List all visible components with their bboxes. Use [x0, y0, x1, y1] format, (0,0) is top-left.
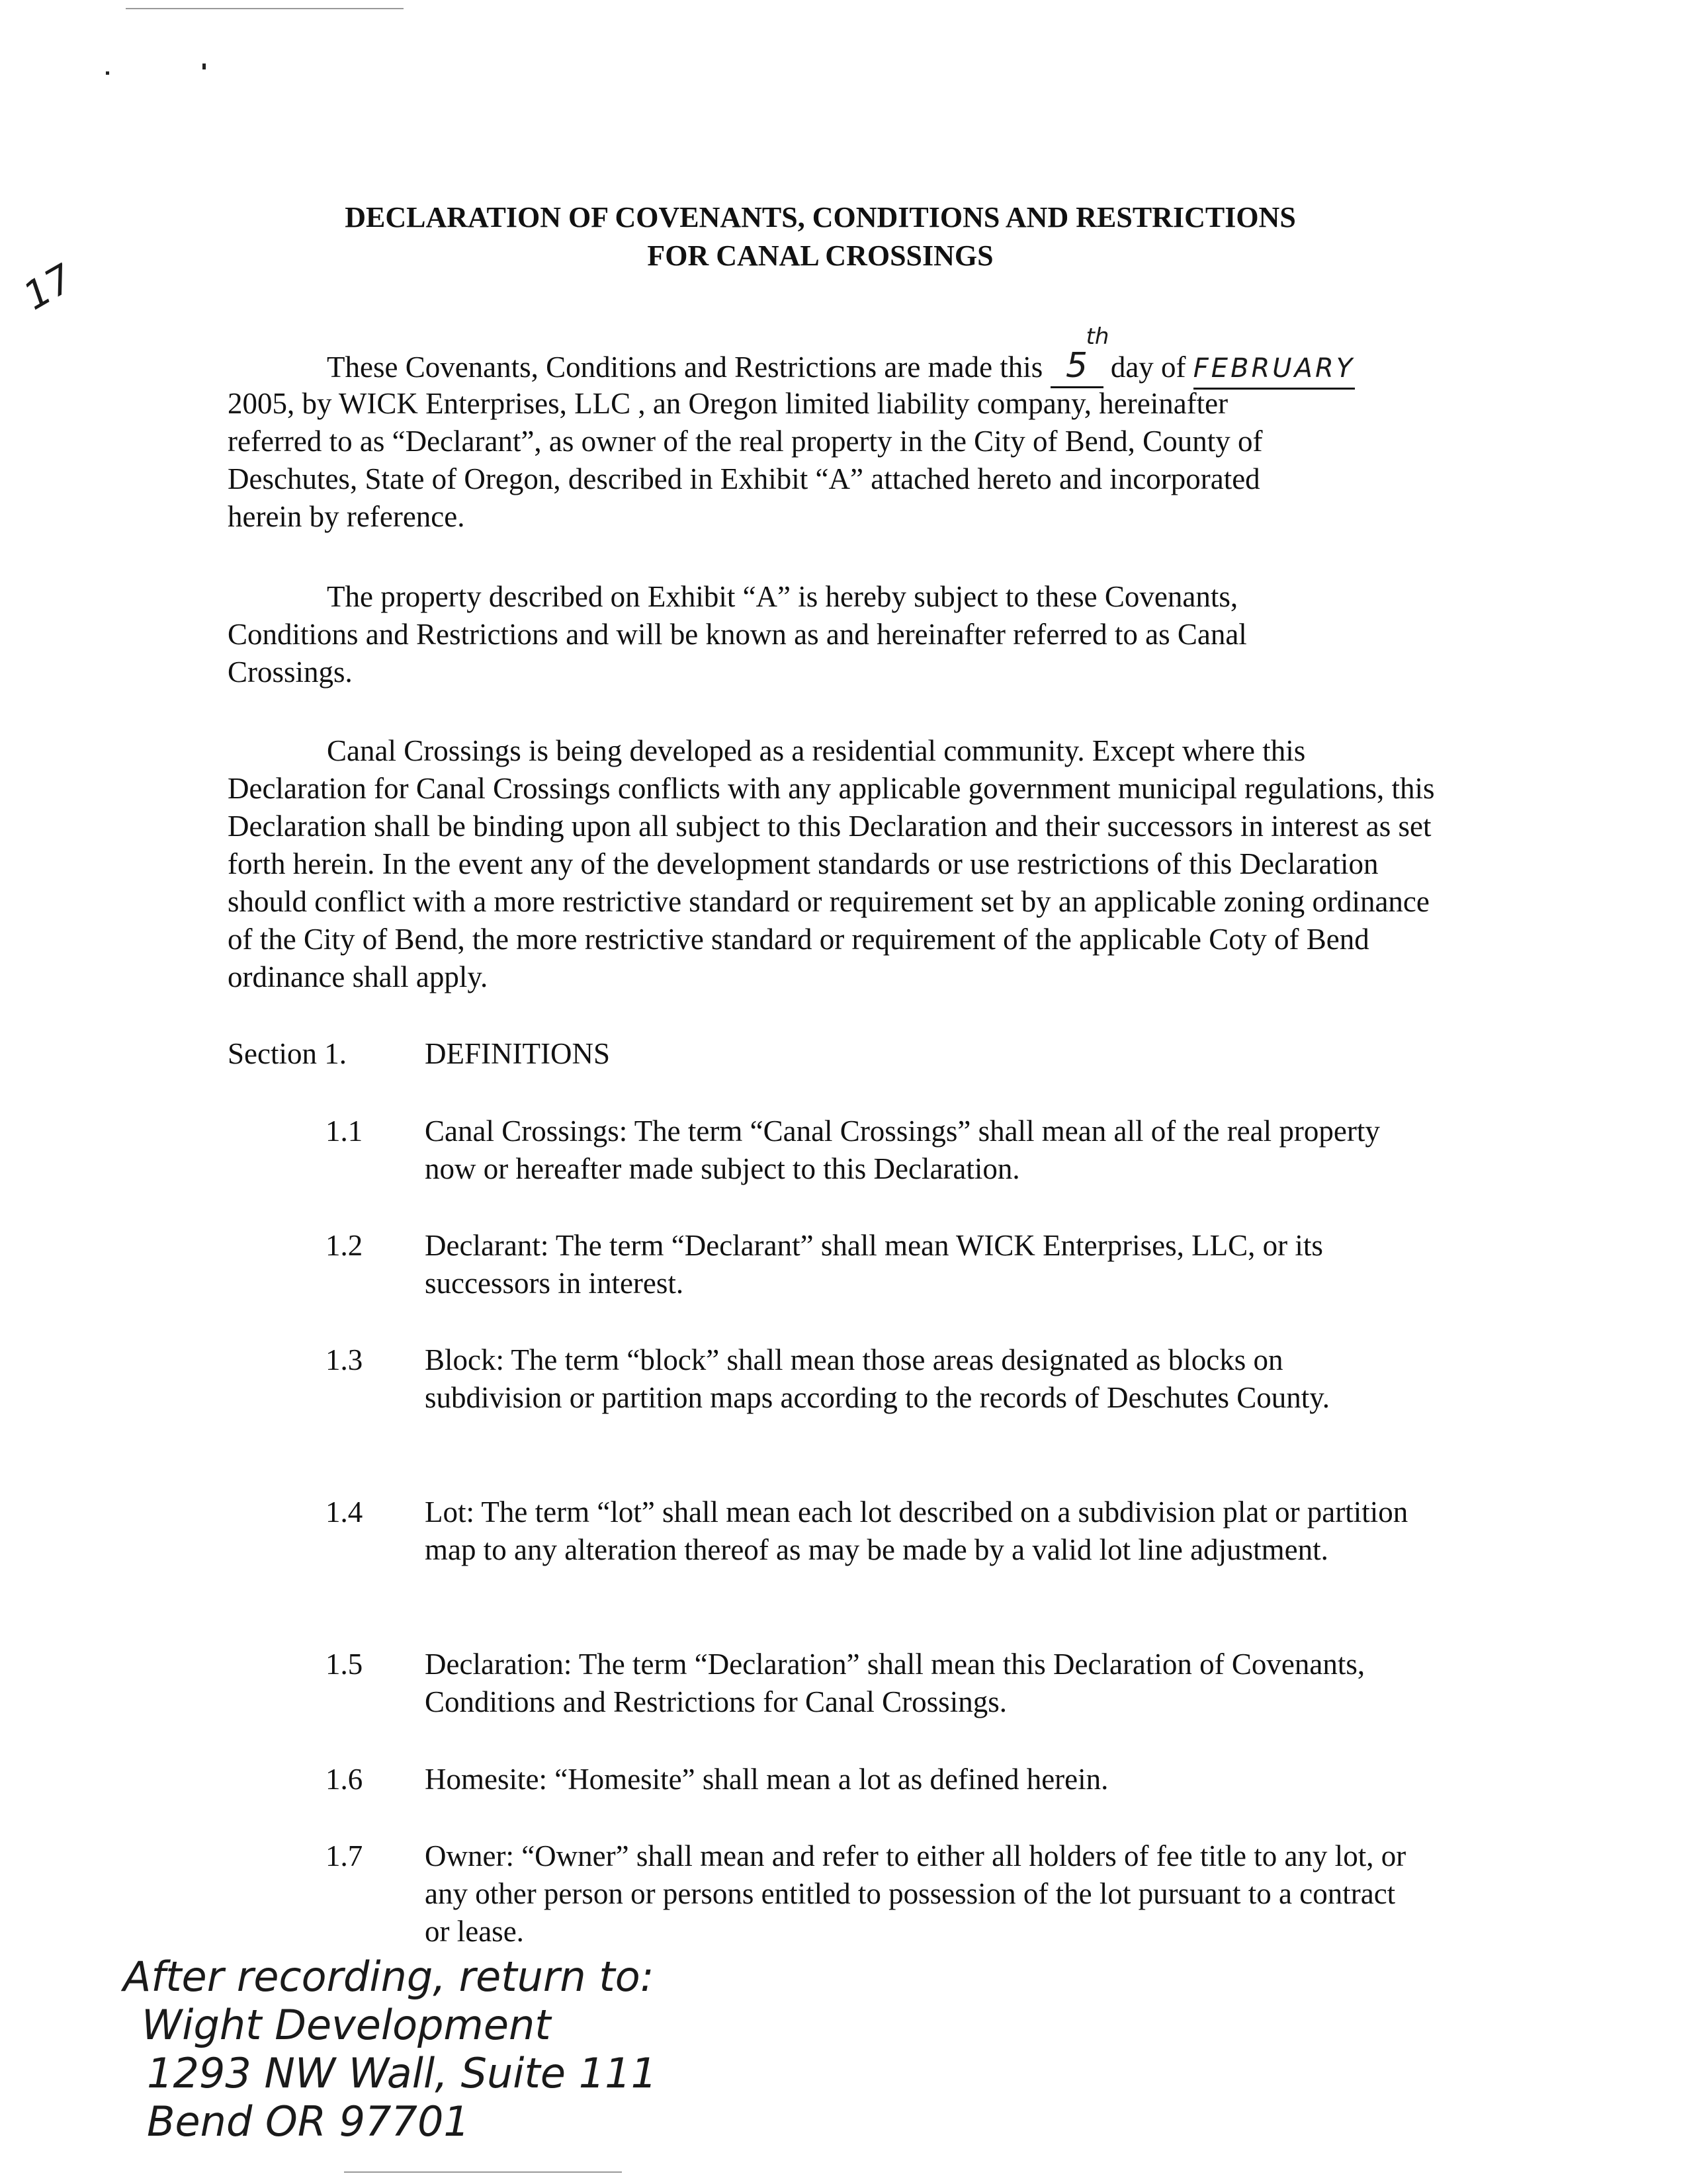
intro-line-3: referred to as “Declarant”, as owner of the real property in the City of Bend, County of	[228, 425, 1263, 458]
definition-text: Lot: The term “lot” shall mean each lot described on a subdivision plat or partition map to any alteration thereof as may be made by a valid lot line adjustment.	[425, 1495, 1408, 1566]
return-to-line-4: Bend OR 97701	[147, 2097, 470, 2146]
definition-text: Canal Crossings: The term “Canal Crossings” shall mean all of the real property now or hereafter made subject to this Declaration.	[425, 1114, 1380, 1185]
intro-line-4: Deschutes, State of Oregon, described in Exhibit “A” attached hereto and incorporated	[228, 462, 1260, 495]
intro-line-5: herein by reference.	[228, 500, 465, 533]
return-to-line-3: 1293 NW Wall, Suite 111	[147, 2049, 658, 2097]
intro-text-a: These Covenants, Conditions and Restrictions are made this	[327, 351, 1043, 384]
section-label: Section 1.	[228, 1037, 347, 1070]
definition-number: 1.1	[325, 1114, 363, 1148]
handwritten-day-suffix: th	[1086, 323, 1109, 350]
definition-text: Declaration: The term “Declaration” shall mean this Declaration of Covenants, Conditions and Restrictions for Canal Crossings.	[425, 1648, 1365, 1718]
document-title-line-1: DECLARATION OF COVENANTS, CONDITIONS AND RESTRICTIONS	[345, 201, 1296, 233]
scan-speck	[106, 71, 109, 75]
paragraph-exhibit-a: The property described on Exhibit “A” is hereby subject to these Covenants, Conditions and Restrictions and will be known as and hereinafter referred to as Canal Crossings.	[228, 580, 1247, 689]
definition-text: Owner: “Owner” shall mean and refer to either all holders of fee title to any lot, or any other person or persons entitled to possession of the lot pursuant to a contract or lease.	[425, 1839, 1406, 1948]
day-blank	[1051, 323, 1109, 388]
paragraph-residential-community: Canal Crossings is being developed as a residential community. Except where this Declaration for Canal Crossings conflicts with any applicable government municipal regulations, this Declaration shall be binding upon all subject to this Declaration and their successors in interest as set forth herein. In the event any of the development standards or use restrictions of this Declaration should conflict with a more restrictive standard or requirement set by an applicable zoning ordinance of the City of Bend, the more restrictive standard or requirement of the applicable Coty of Bend ordinance shall apply.	[228, 734, 1435, 993]
definition-text: Declarant: The term “Declarant” shall mean WICK Enterprises, LLC, or its successors in interest.	[425, 1229, 1323, 1300]
handwritten-day: 5	[1066, 346, 1088, 386]
definition-number: 1.3	[325, 1343, 363, 1376]
scan-speck	[202, 63, 206, 69]
intro-line-1	[327, 323, 1356, 390]
definition-number: 1.2	[325, 1229, 363, 1262]
scan-edge-bottom	[344, 2171, 622, 2173]
definition-number: 1.6	[325, 1763, 363, 1796]
definition-number: 1.4	[325, 1495, 363, 1529]
scan-edge-top	[126, 8, 404, 9]
definition-text: Homesite: “Homesite” shall mean a lot as defined herein.	[425, 1763, 1109, 1796]
definition-number: 1.7	[325, 1839, 363, 1872]
document-title-line-2: FOR CANAL CROSSINGS	[647, 239, 994, 272]
return-to-line-2: Wight Development	[142, 2001, 551, 2049]
intro-text-b: day of	[1110, 351, 1186, 384]
definition-text: Block: The term “block” shall mean those areas designated as blocks on subdivision or partition maps according to the records of Deschutes County.	[425, 1343, 1330, 1414]
intro-line-2: 2005, by WICK Enterprises, LLC , an Oregon limited liability company, hereinafter	[228, 387, 1229, 420]
handwritten-month: FEBRUARY	[1193, 353, 1356, 384]
definition-number: 1.5	[325, 1648, 363, 1681]
return-to-line-1: After recording, return to:	[123, 1953, 654, 2001]
margin-mark: 17	[15, 255, 81, 319]
section-title: DEFINITIONS	[425, 1037, 610, 1070]
month-blank	[1193, 349, 1355, 390]
